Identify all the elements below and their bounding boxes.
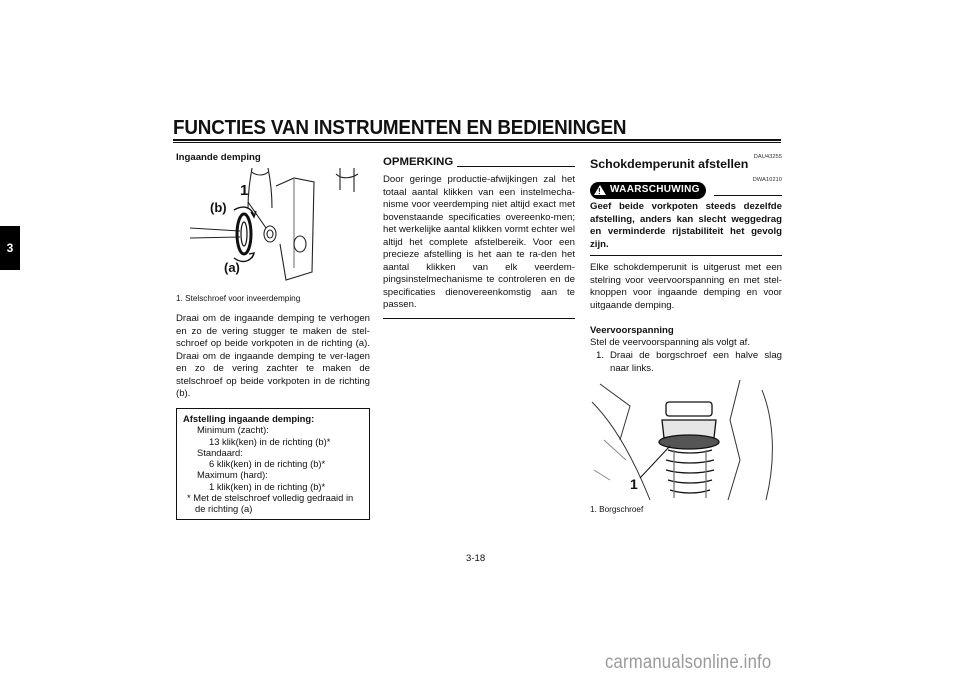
note-end-rule: [383, 318, 575, 319]
spec-std-label: Standaard:: [197, 446, 243, 458]
body-ingaande-demping: Draai om de ingaande demping te verhogen en zo de vering stugger te maken de stel-schroef op beide vorkpoten in de richting (a). Draai om de ingaande demping te ver-lagen en zo de vering zachter te maken de stelschroef op beide vorkpoten in de richting (b).: [176, 313, 370, 399]
watermark: carmanualsonline.info: [605, 652, 772, 673]
warning-text: Geef beide vorkpoten steeds dezelfde afstelling, anders kan slecht weggedrag en verminderde rijstabiliteit het gevolg zijn.: [590, 201, 782, 250]
spec-std-value: 6 klik(ken) in de richting (b)*: [209, 458, 326, 470]
figure-callout-1: 1: [240, 182, 249, 199]
page-number: 3-18: [466, 553, 486, 564]
spec-note: * Met de stelschroef volledig gedraaid in de richting (a): [187, 492, 354, 515]
figure-caption-borgschroef: 1. Borgschroef: [590, 505, 644, 514]
figure-label-a: (a): [224, 260, 240, 275]
figure-label-b: (b): [210, 200, 227, 215]
fork-adjuster-figure: [190, 168, 370, 286]
spec-box: [176, 408, 370, 520]
title-rule: [173, 139, 781, 141]
fork-adjuster-illustration: [190, 168, 370, 286]
warning-rule: [714, 195, 782, 196]
figure-caption-1: 1. Stelschroef voor inveerdemping: [176, 294, 301, 303]
note-body: Door geringe productie-afwijkingen zal het totaal aantal klikken van een instelmecha-nisme voor veerdemping niet altijd exact met bovenstaande specificaties overeenko-men; het werkelijke aantal klikken vormt echter wel altijd het complete afstelbereik. Voor een precieze afstelling is het aan te ra-den het aantal klikken van elk veerdem-pingsinstelmechanisme te controleren en de specificaties dienovereenkomstig aan te passen.: [383, 174, 575, 310]
warning-icon: !: [594, 185, 606, 195]
section-heading-schokdemper: Schokdemperunit afstellen: [590, 157, 749, 171]
warning-end-rule: [590, 255, 782, 256]
note-heading: OPMERKING: [383, 156, 454, 168]
doc-code-2: DWA10210: [752, 177, 782, 183]
shock-absorber-figure: [590, 380, 782, 502]
intro-veervoorspanning: Stel de veervoorspanning als volgt af.: [590, 337, 750, 348]
step-text: Draai de borgschroef een halve slag naar links.: [610, 350, 782, 374]
spec-title: Afstelling ingaande demping:: [183, 413, 315, 424]
page-title: FUNCTIES VAN INSTRUMENTEN EN BEDIENINGEN: [173, 116, 627, 139]
warning-label: WAARSCHUWING: [610, 184, 700, 195]
step-number: 1.: [596, 350, 605, 361]
warning-badge: [590, 182, 706, 199]
shock-absorber-illustration: [590, 380, 782, 502]
figure-callout-borgschroef: 1: [630, 476, 638, 492]
note-heading-row: [383, 156, 575, 169]
note-heading-rule: [457, 166, 575, 167]
doc-code-1: DAU43255: [753, 154, 782, 160]
subheading-veervoorspanning: Veervoorspanning: [590, 325, 674, 336]
title-rule-thin: [173, 142, 781, 143]
spec-min-label: Minimum (zacht):: [197, 424, 269, 436]
warning-bar: [590, 182, 782, 199]
chapter-tab: 3: [0, 226, 20, 270]
section-heading-ingaande-demping: Ingaande demping: [176, 152, 261, 163]
spec-min-value: 13 klik(ken) in de richting (b)*: [209, 435, 331, 447]
body-schokdemper: Elke schokdemperunit is uitgerust met een stelring voor veervoorspanning en met stel-knoppen voor ingaande demping en voor uitgaande demping.: [590, 262, 782, 311]
spec-max-label: Maximum (hard):: [197, 469, 268, 481]
spec-max-value: 1 klik(ken) in de richting (b)*: [209, 480, 326, 492]
